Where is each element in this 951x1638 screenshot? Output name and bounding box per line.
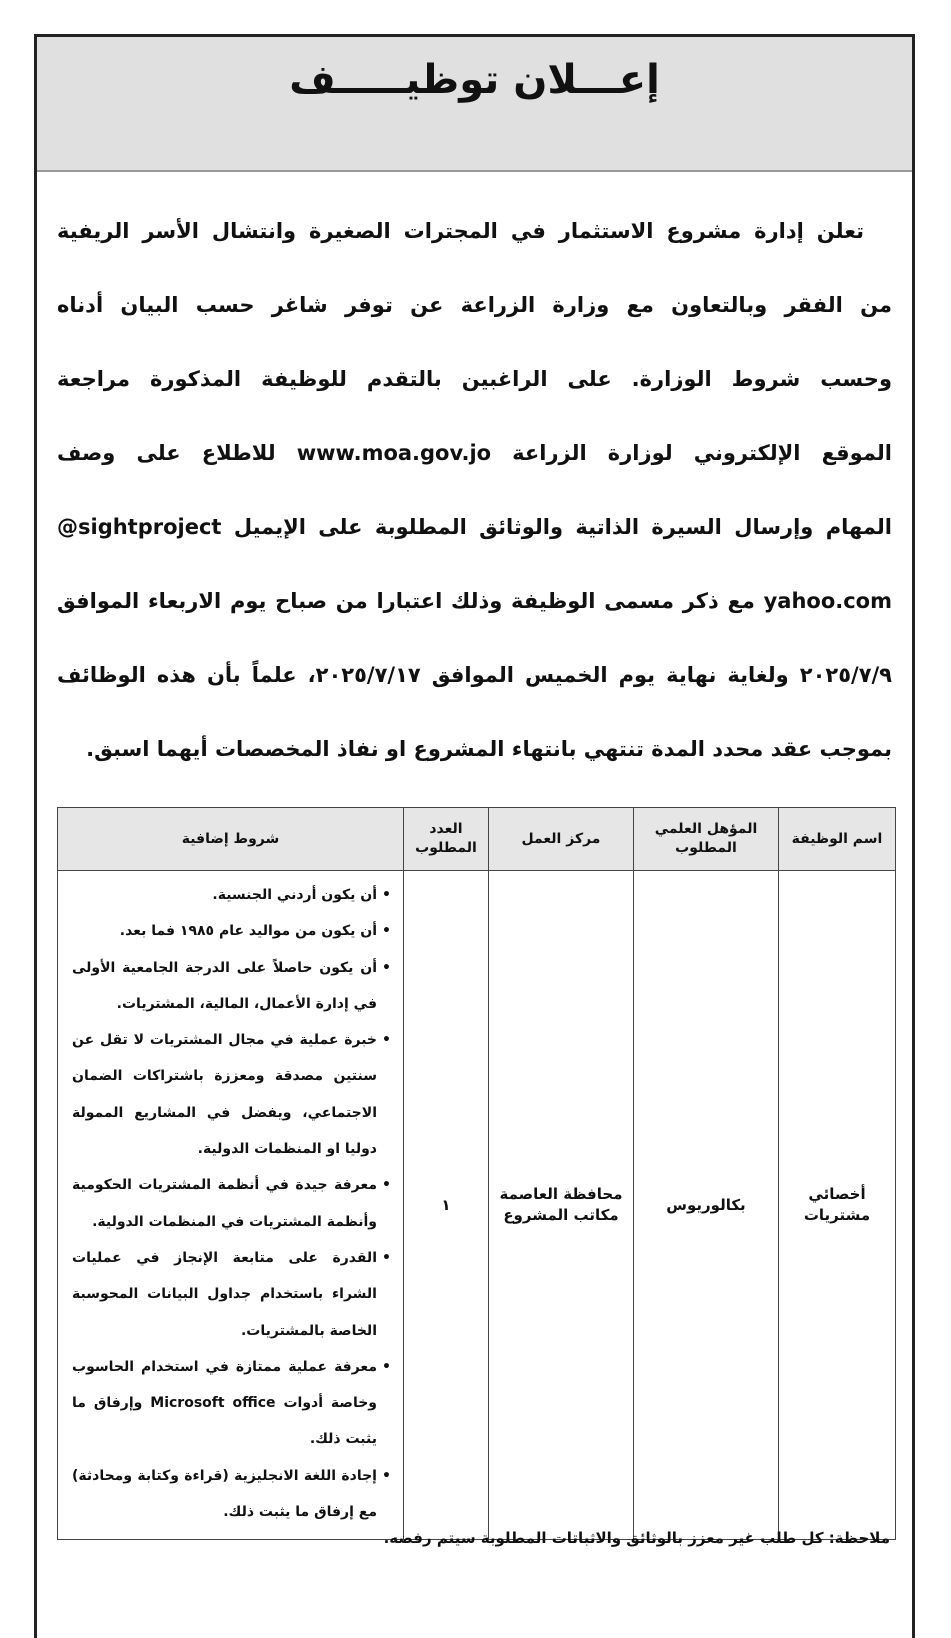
- intro-line: yahoo.com مع ذكر مسمى الوظيفة وذلك اعتبارا من صباح يوم الاربعاء الموافق: [57, 589, 892, 613]
- jobs-table: [57, 807, 896, 1540]
- cell-qualification: بكالوريوس: [634, 871, 779, 1540]
- intro-line: تعلن إدارة مشروع الاستثمار في المجترات الصغيرة وانتشال الأسر الريفية: [57, 219, 864, 243]
- condition-item: • القدرة على متابعة الإنجاز في عمليات الشراء باستخدام جداول البيانات المحوسبة الخاصة بالمشتريات.: [72, 1240, 391, 1349]
- table-row: [58, 871, 896, 1540]
- condition-item: • أن يكون أردني الجنسية.: [72, 877, 391, 913]
- condition-item: • معرفة عملية ممتازة في استخدام الحاسوب وخاصة أدوات Microsoft office وإرفاق ما يثبت ذلك.: [72, 1349, 391, 1458]
- ad-header: [37, 37, 912, 172]
- header-conditions: شروط إضافية: [58, 808, 404, 871]
- intro-line: ٢٠٢٥/٧/٩ ولغاية نهاية يوم الخميس الموافق ٢٠٢٥/٧/١٧، علماً بأن هذه الوظائف: [57, 663, 892, 687]
- condition-item: • إجادة اللغة الانجليزية (قراءة وكتابة ومحادثة) مع إرفاق ما يثبت ذلك.: [72, 1458, 391, 1531]
- intro-line: الموقع الإلكتروني لوزارة الزراعة www.moa.gov.jo للاطلاع على وصف: [57, 441, 893, 465]
- intro-line: وحسب شروط الوزارة. على الراغبين بالتقدم للوظيفة المذكورة مراجعة: [57, 367, 892, 391]
- footer-note: ملاحظة: كل طلب غير معزز بالوثائق والاثباتات المطلوبة سيتم رفضه.: [383, 1529, 890, 1547]
- intro-line: من الفقر وبالتعاون مع وزارة الزراعة عن توفر شاغر حسب البيان أدناه: [57, 293, 892, 317]
- header-workplace: مركز العمل: [489, 808, 634, 871]
- condition-item: • أن يكون حاصلاً على الدرجة الجامعية الأولى في إدارة الأعمال، المالية، المشتريات.: [72, 950, 391, 1023]
- intro-line: بموجب عقد محدد المدة تنتهي بانتهاء المشروع او نفاذ المخصصات أيهما اسبق.: [86, 737, 892, 761]
- header-job-name: اسم الوظيفة: [779, 808, 896, 871]
- ad-title: إعـــلان توظيـــــف: [289, 57, 660, 103]
- condition-item: • أن يكون من مواليد عام ١٩٨٥ فما بعد.: [72, 913, 391, 949]
- cell-job-name: أخصائي مشتريات: [779, 871, 896, 1540]
- condition-item: • خبرة عملية في مجال المشتريات لا تقل عن سنتين مصدقة ومعززة باشتراكات الضمان الاجتماعي، ويفضل في المشاريع الممولة دوليا او المنظمات الدولية.: [72, 1022, 391, 1167]
- conditions-list: [72, 877, 391, 1530]
- intro-paragraph: [37, 194, 912, 786]
- header-count: العدد المطلوب: [404, 808, 489, 871]
- job-advertisement: [34, 34, 915, 1638]
- cell-workplace: محافظة العاصمة مكاتب المشروع: [489, 871, 634, 1540]
- cell-conditions: [58, 871, 404, 1540]
- intro-line: المهام وإرسال السيرة الذاتية والوثائق المطلوبة على الإيميل sightproject@: [57, 515, 892, 539]
- condition-item: • معرفة جيدة في أنظمة المشتريات الحكومية وأنظمة المشتريات في المنظمات الدولية.: [72, 1167, 391, 1240]
- table-header-row: [58, 808, 896, 871]
- header-qualification: المؤهل العلمي المطلوب: [634, 808, 779, 871]
- cell-count: ١: [404, 871, 489, 1540]
